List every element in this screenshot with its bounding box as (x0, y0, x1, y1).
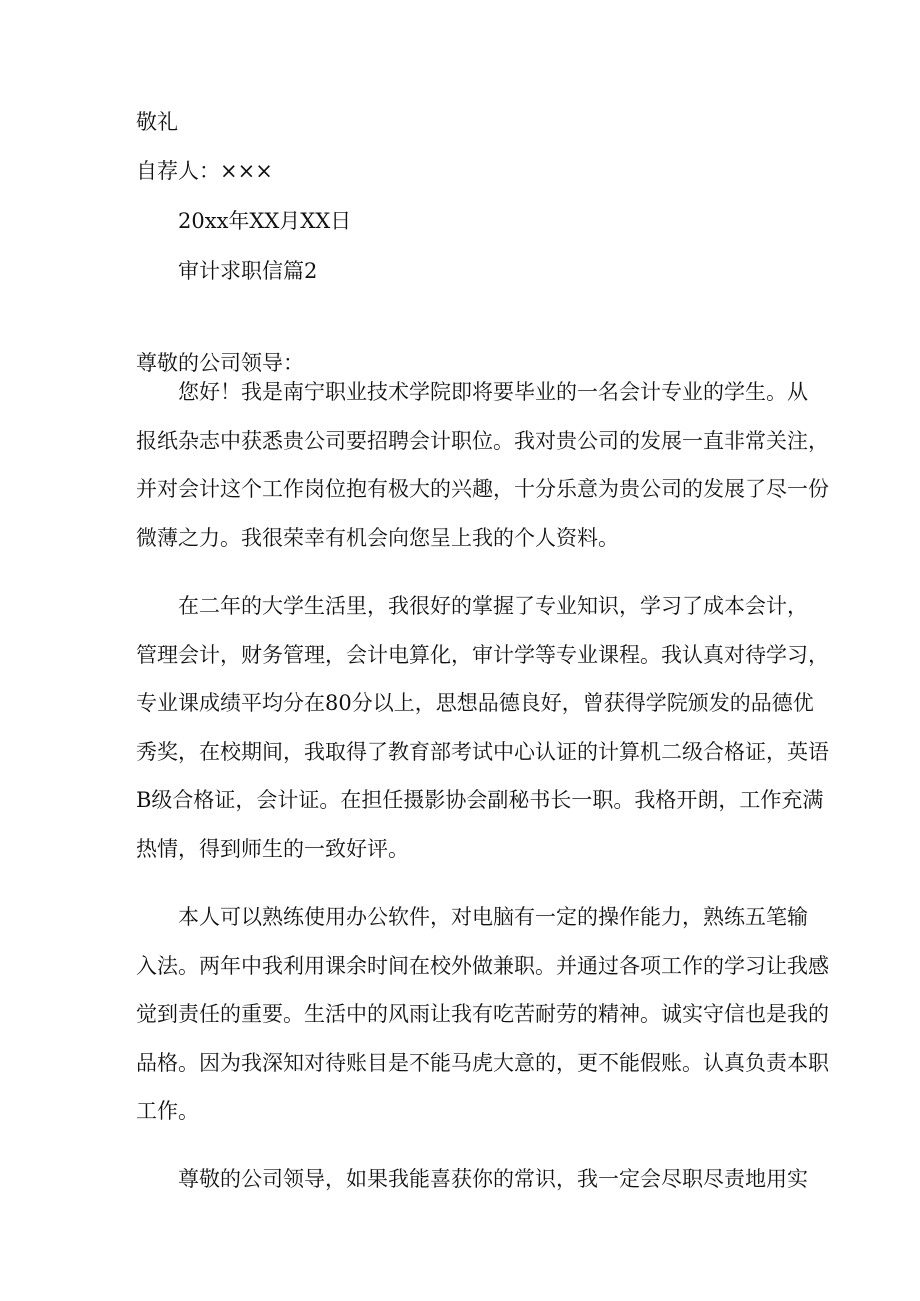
paragraph-line: 您好！我是南宁职业技术学院即将要毕业的一名会计专业的学生。从 (178, 380, 808, 404)
signer-row (136, 157, 273, 185)
paragraph-introduction (136, 368, 829, 562)
paragraph-closing-request (136, 1155, 808, 1204)
paragraph-line: 秀奖，在校期间，我取得了教育部考试中心认证的计算机二级合格证，英语 (136, 739, 829, 764)
letter-date: 20xx年XX月XX日 (178, 209, 352, 233)
paragraph-education (136, 582, 829, 873)
paragraph-line: 品格。因为我深知对待账目是不能马虎大意的，更不能假账。认真负责本职 (136, 1050, 829, 1075)
paragraph-line: 在二年的大学生活里，我很好的掌握了专业知识，学习了成本会计， (178, 594, 808, 618)
paragraph-skills (136, 893, 829, 1136)
paragraph-line: 热情，得到师生的一致好评。 (136, 836, 409, 861)
salutation: 尊敬的公司领导： (136, 351, 304, 375)
letter-closing: 敬礼 (136, 110, 178, 134)
paragraph-line: 报纸杂志中获悉贵公司要招聘会计职位。我对贵公司的发展一直非常关注， (136, 428, 829, 453)
document-title: 审计求职信篇2 (178, 259, 318, 283)
paragraph-line: 本人可以熟练使用办公软件，对电脑有一定的操作能力，熟练五笔输 (178, 905, 808, 929)
signer-name: ××× (220, 159, 273, 183)
paragraph-line: 专业课成绩平均分在80分以上，思想品德良好，曾获得学院颁发的品德优 (136, 691, 814, 715)
paragraph-line: 工作。 (136, 1099, 199, 1123)
paragraph-line: 尊敬的公司领导，如果我能喜获你的常识，我一定会尽职尽责地用实 (178, 1167, 808, 1191)
paragraph-line: 觉到责任的重要。生活中的风雨让我有吃苦耐劳的精神。诚实守信也是我的 (136, 1002, 829, 1026)
paragraph-line: 管理会计，财务管理，会计电算化，审计学等专业课程。我认真对待学习， (136, 642, 829, 667)
paragraph-line: 并对会计这个工作岗位抱有极大的兴趣，十分乐意为贵公司的发展了尽一份 (136, 477, 829, 501)
signer-label: 自荐人： (136, 159, 220, 183)
paragraph-line: B级合格证，会计证。在担任摄影协会副秘书长一职。我格开朗，工作充满 (136, 788, 824, 812)
paragraph-line: 微薄之力。我很荣幸有机会向您呈上我的个人资料。 (136, 525, 619, 550)
paragraph-line: 入法。两年中我利用课余时间在校外做兼职。并通过各项工作的学习让我感 (136, 953, 829, 978)
